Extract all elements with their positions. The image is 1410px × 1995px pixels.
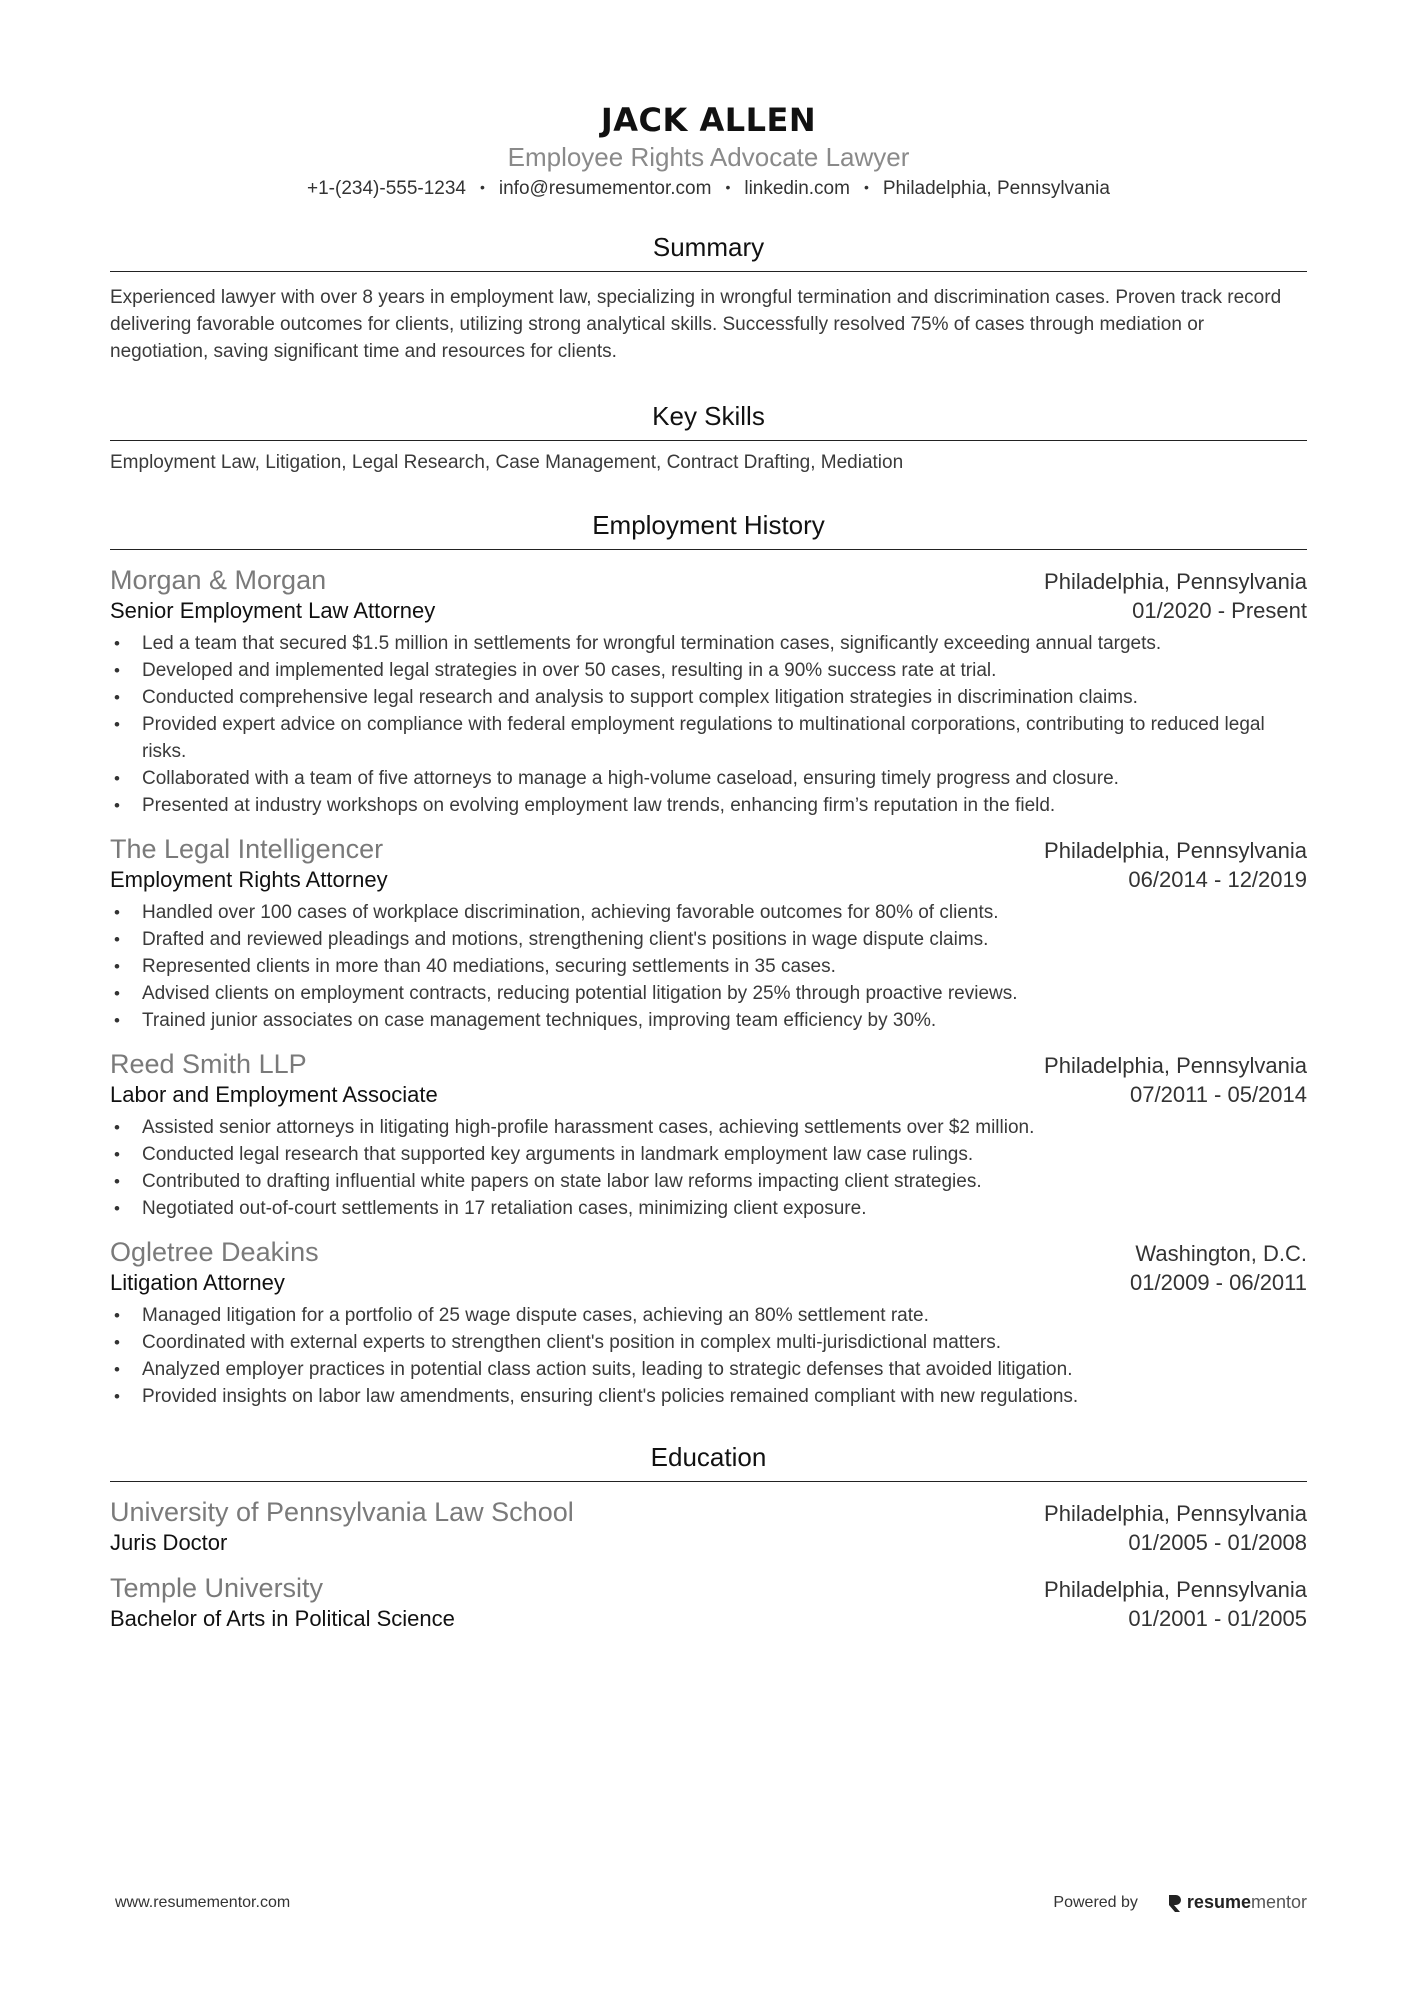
edu-dates: 01/2001 - 01/2005 xyxy=(1128,1606,1307,1631)
resume-page xyxy=(110,0,1307,1995)
job-company: Morgan & Morgan xyxy=(110,565,327,595)
powered-by-label: Powered by xyxy=(1053,1893,1138,1911)
job-entry xyxy=(110,1046,1307,1222)
job-bullet: • Conducted comprehensive legal research and analysis to support complex litigation strategies in discrimination claims. xyxy=(110,684,1307,711)
job-bullet: • Advised clients on employment contracts, reducing potential litigation by 25% through proactive reviews. xyxy=(110,980,1307,1007)
section-title-education: Education xyxy=(110,1440,1307,1482)
summary-section xyxy=(110,230,1307,365)
job-bullet: • Managed litigation for a portfolio of 25 wage dispute cases, achieving an 80% settlement rate. xyxy=(110,1302,1307,1329)
job-dates: 01/2020 - Present xyxy=(1132,598,1307,623)
contact-email[interactable]: info@resumementor.com xyxy=(498,178,712,199)
job-entry xyxy=(110,831,1307,1034)
contact-line xyxy=(110,176,1307,202)
section-title-employment: Employment History xyxy=(110,508,1307,550)
skills-section xyxy=(110,399,1307,476)
job-bullet: • Conducted legal research that supported key arguments in landmark employment law case rulings. xyxy=(110,1141,1307,1168)
page-footer xyxy=(110,1892,1307,1913)
summary-text: Experienced lawyer with over 8 years in employment law, specializing in wrongful termination and discrimination cases. Proven track record delivering favorable outcomes for clients, utilizing strong analytical skills. Successfully resolved 75% of cases through mediation or negotiation, saving significant time and resources for clients. xyxy=(110,287,1282,362)
job-bullet: • Provided insights on labor law amendments, ensuring client's policies remained compliant with new regulations. xyxy=(110,1383,1307,1410)
edu-degree: Juris Doctor xyxy=(110,1530,228,1555)
edu-school: Temple University xyxy=(110,1573,324,1603)
job-company: Ogletree Deakins xyxy=(110,1237,319,1267)
edu-degree: Bachelor of Arts in Political Science xyxy=(110,1606,455,1631)
contact-separator: • xyxy=(479,179,485,195)
section-title-skills: Key Skills xyxy=(110,399,1307,441)
job-entry xyxy=(110,1234,1307,1410)
edu-dates: 01/2005 - 01/2008 xyxy=(1128,1530,1307,1555)
brand-name-light: mentor xyxy=(1250,1892,1307,1912)
education-entry xyxy=(110,1570,1307,1634)
footer-url[interactable]: www.resumementor.com xyxy=(115,1893,291,1911)
job-title: Labor and Employment Associate xyxy=(110,1082,438,1107)
job-title: Senior Employment Law Attorney xyxy=(110,598,436,623)
education-entry xyxy=(110,1494,1307,1558)
edu-location: Philadelphia, Pennsylvania xyxy=(1044,1501,1307,1526)
job-entry xyxy=(110,562,1307,819)
job-title: Employment Rights Attorney xyxy=(110,867,388,892)
job-bullets xyxy=(110,630,1307,819)
job-bullet: • Handled over 100 cases of workplace discrimination, achieving favorable outcomes for 80% of clients. xyxy=(110,899,1307,926)
brand-name-bold: resume xyxy=(1186,1892,1251,1912)
job-bullets xyxy=(110,1302,1307,1410)
job-location: Philadelphia, Pennsylvania xyxy=(1044,569,1307,594)
education-section xyxy=(110,1440,1307,1634)
job-bullet: • Analyzed employer practices in potential class action suits, leading to strategic defenses that avoided litigation. xyxy=(110,1356,1307,1383)
job-location: Philadelphia, Pennsylvania xyxy=(1044,838,1307,863)
contact-location: Philadelphia, Pennsylvania xyxy=(882,178,1110,199)
skills-text: Employment Law, Litigation, Legal Research, Case Management, Contract Drafting, Mediation xyxy=(110,452,904,473)
job-bullet: • Contributed to drafting influential white papers on state labor law reforms impacting client strategies. xyxy=(110,1168,1307,1195)
job-bullet: • Developed and implemented legal strategies in over 50 cases, resulting in a 90% success rate at trial. xyxy=(110,657,1307,684)
footer-branding xyxy=(1053,1892,1307,1913)
section-title-summary: Summary xyxy=(110,230,1307,272)
contact-separator: • xyxy=(725,179,731,195)
job-bullet: • Negotiated out-of-court settlements in 17 retaliation cases, minimizing client exposure. xyxy=(110,1195,1307,1222)
edu-location: Philadelphia, Pennsylvania xyxy=(1044,1577,1307,1602)
job-bullet: • Drafted and reviewed pleadings and motions, strengthening client's positions in wage dispute claims. xyxy=(110,926,1307,953)
contact-linkedin[interactable]: linkedin.com xyxy=(744,178,850,199)
resume-header xyxy=(110,0,1307,202)
job-dates: 01/2009 - 06/2011 xyxy=(1130,1270,1307,1295)
job-dates: 07/2011 - 05/2014 xyxy=(1130,1082,1307,1107)
job-location: Washington, D.C. xyxy=(1135,1241,1307,1266)
job-bullet: • Coordinated with external experts to strengthen client's position in complex multi-jurisdictional matters. xyxy=(110,1329,1307,1356)
job-bullet: • Presented at industry workshops on evolving employment law trends, enhancing firm’s reputation in the field. xyxy=(110,792,1307,819)
edu-school: University of Pennsylvania Law School xyxy=(110,1497,574,1527)
job-title: Litigation Attorney xyxy=(110,1270,285,1295)
job-company: Reed Smith LLP xyxy=(110,1049,307,1079)
job-bullet: • Collaborated with a team of five attorneys to manage a high-volume caseload, ensuring timely progress and closure. xyxy=(110,765,1307,792)
job-bullet: • Trained junior associates on case management techniques, improving team efficiency by 30%. xyxy=(110,1007,1307,1034)
brand-logo[interactable] xyxy=(1166,1892,1307,1913)
candidate-name: JACK ALLEN xyxy=(600,101,817,139)
employment-section xyxy=(110,508,1307,1410)
job-bullet: • Provided expert advice on compliance with federal employment regulations to multinational corporations, contributing to reduced legal risks. xyxy=(110,711,1307,765)
job-bullets xyxy=(110,899,1307,1034)
job-location: Philadelphia, Pennsylvania xyxy=(1044,1053,1307,1078)
resumementor-logo-icon xyxy=(1166,1893,1184,1913)
candidate-role: Employee Rights Advocate Lawyer xyxy=(507,142,910,172)
contact-separator: • xyxy=(863,179,869,195)
job-bullet: • Led a team that secured $1.5 million in settlements for wrongful termination cases, significantly exceeding annual targets. xyxy=(110,630,1307,657)
contact-phone: +1-(234)-555-1234 xyxy=(307,178,466,199)
job-bullet: • Assisted senior attorneys in litigating high-profile harassment cases, achieving settlements over $2 million. xyxy=(110,1114,1307,1141)
job-dates: 06/2014 - 12/2019 xyxy=(1128,867,1307,892)
job-bullets xyxy=(110,1114,1307,1222)
job-company: The Legal Intelligencer xyxy=(110,834,384,864)
job-bullet: • Represented clients in more than 40 mediations, securing settlements in 35 cases. xyxy=(110,953,1307,980)
